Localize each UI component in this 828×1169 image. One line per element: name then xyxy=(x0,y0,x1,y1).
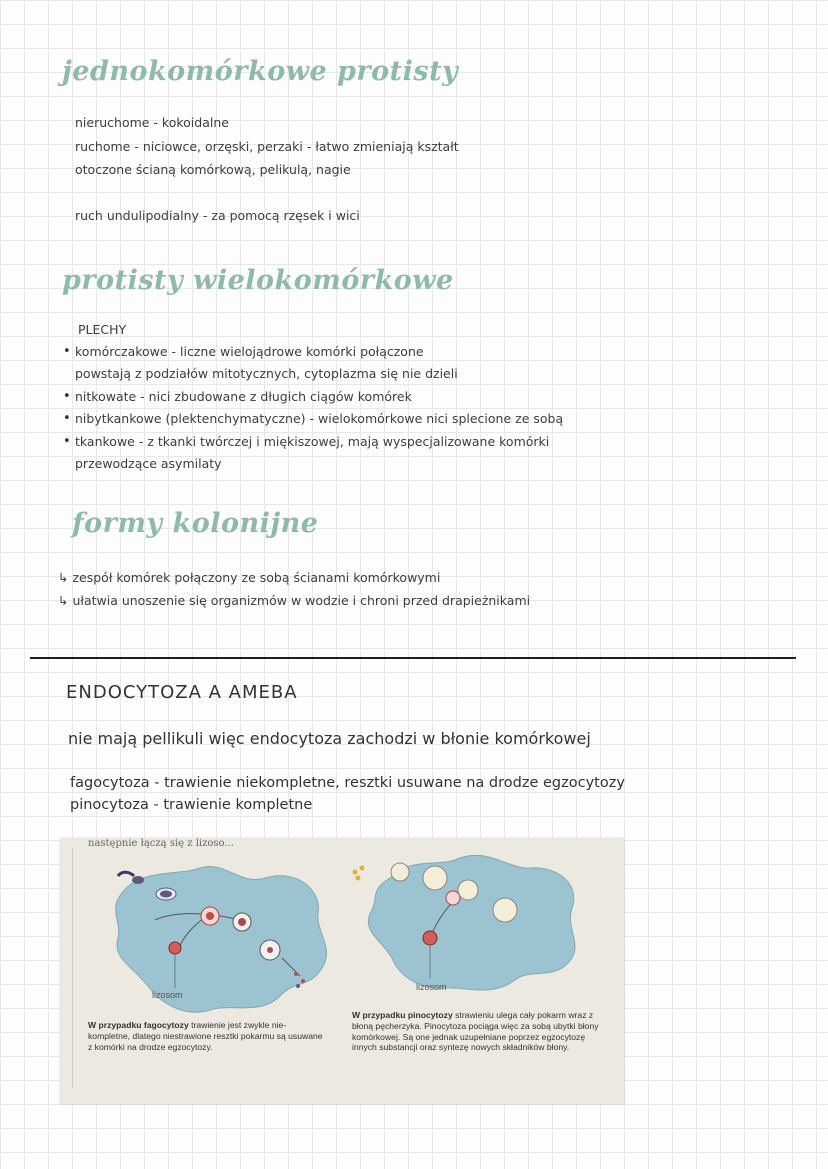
note-line: nieruchome - kokoidalne xyxy=(75,115,229,130)
food-particle xyxy=(132,876,144,884)
list-item-continued: powstają z podziałów mitotycznych, cytoplazma się nie dzieli xyxy=(75,366,458,381)
note-line: nie mają pellikuli więc endocytoza zachodzi w błonie komórkowej xyxy=(68,729,591,748)
bullet-icon: • xyxy=(63,411,71,426)
heading-endocytosis: ENDOCYTOZA A AMEBA xyxy=(66,682,298,703)
food-particle xyxy=(118,872,134,876)
caption-pinocytosis: W przypadku pinocytozy strawieniu ulega cały pokarm wraz z błoną pęcherzyka. Pinocytoza pociąga więc za sobą ubytki błony komórkowej. Są one jednak uzupełniane poprzez egzocytozę innych substancji oraz syntezę nowych składników błony. xyxy=(352,1010,599,1053)
endocytosis-diagram xyxy=(60,838,624,1104)
note-line: fagocytoza - trawienie niekompletne, resztki usuwane na drodze egzocytozy xyxy=(70,775,625,791)
bullet-icon: • xyxy=(63,434,71,449)
list-item: • nitkowate - nici zbudowane z długich ciągów komórek xyxy=(63,389,412,404)
photo-top-text: następnie łączą się z lizoso... xyxy=(88,838,234,849)
divider-line xyxy=(30,657,796,659)
caption-phagocytosis: W przypadku fagocytozy trawienie jest zwykle nie-kompletne, dlatego niestrawione resztki pokarmu są usuwane z komórki na drodze egzocytozy. xyxy=(88,1020,323,1052)
note-line: ruch undulipodialny - za pomocą rzęsek i wici xyxy=(75,208,360,223)
list-item: • komórczakowe - liczne wielojądrowe komórki połączone xyxy=(63,344,424,359)
fluid-droplet xyxy=(360,866,365,871)
lysosome-label-left: lizosom xyxy=(152,990,183,1000)
note-line: pinocytoza - trawienie kompletne xyxy=(70,797,313,813)
heading-multicellular: protisty wielokomórkowe xyxy=(62,265,454,296)
list-item: • tkankowe - z tkanki twórczej i miękiszowej, mają wyspecjalizowane komórki xyxy=(63,434,550,449)
lysosome xyxy=(169,942,181,954)
waste-particle xyxy=(296,984,300,988)
fluid-droplet xyxy=(353,870,358,875)
note-line: ruchome - nicіowce, orzęski, perzaki - łatwo zmieniają kształt xyxy=(75,139,459,154)
list-item-continued: przewodzące asymilaty xyxy=(75,456,222,471)
vacuole xyxy=(446,891,460,905)
vacuole xyxy=(458,880,478,900)
arrow-item: ↳ ułatwia unoszenie się organizmów w wodzie i chroni przed drapieżnikami xyxy=(58,593,531,608)
list-item: • nibytkankowe (plektenchymatyczne) - wielokomórkowe nici splecione ze sobą xyxy=(63,411,564,426)
textbook-photo xyxy=(60,838,624,1104)
arrow-item: ↳ zespół komórek połączony ze sobą ścianami komórkowymi xyxy=(58,570,441,585)
arrow-icon: ↳ xyxy=(58,570,69,585)
vacuole xyxy=(391,863,409,881)
waste-particle xyxy=(294,972,298,976)
waste-particle xyxy=(301,979,305,983)
amoeba-left xyxy=(116,866,327,1012)
vacuole xyxy=(493,898,517,922)
vacuole xyxy=(206,912,214,920)
bullet-icon: • xyxy=(63,389,71,404)
heading-colonial: formy kolonijne xyxy=(72,508,319,539)
food-particle xyxy=(160,891,172,898)
lysosome-label-right: lizosom xyxy=(416,982,447,992)
lysosome xyxy=(423,931,437,945)
heading-unicellular: jednokomórkowe protisty xyxy=(62,56,459,87)
bullet-icon: • xyxy=(63,344,71,359)
arrow-icon: ↳ xyxy=(58,593,69,608)
note-line: otoczone ścianą komórkową, pelikulą, nagie xyxy=(75,162,351,177)
fluid-droplet xyxy=(356,876,361,881)
vacuole xyxy=(267,947,273,953)
vacuole xyxy=(423,866,447,890)
plechy-header: PLECHY xyxy=(78,322,127,337)
vacuole xyxy=(238,918,246,926)
